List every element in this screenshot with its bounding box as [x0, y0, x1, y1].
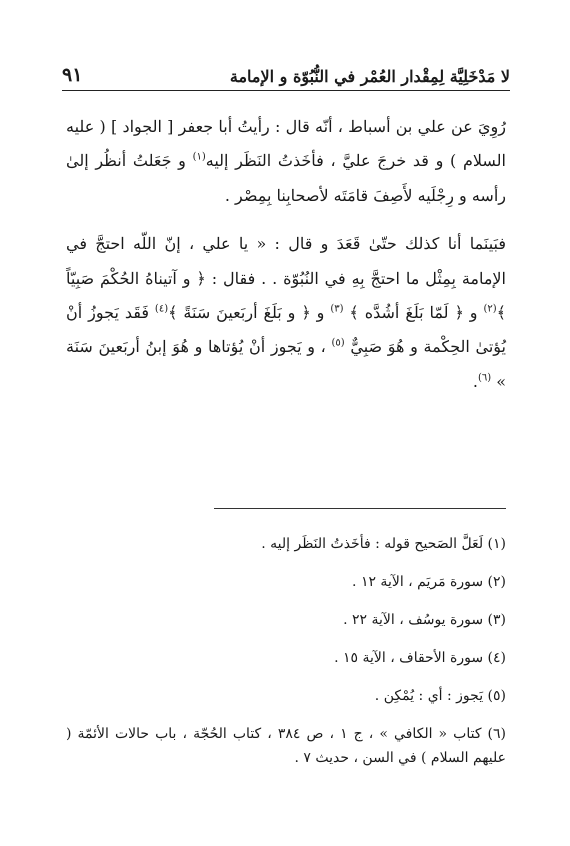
footnote-marker: (٣) — [330, 303, 344, 315]
footnote-separator — [214, 508, 506, 509]
footnotes — [66, 532, 506, 784]
paragraph-text: ، و يَجوز أنْ يُؤتاها و هُوَ إبنُ أربَعينَ سَنَة » — [66, 337, 506, 391]
footnote: (٤) سورة الأحقاف ، الآية ١٥ . — [334, 650, 506, 666]
page-number: ٩١ — [62, 64, 83, 86]
footnote: (٢) سورة مَريَم ، الآية ١٢ . — [352, 574, 506, 590]
running-title: لا مَدْخَلِيَّة لِمِقْدار العُمْر في النُّبُوّة و الإمامة — [229, 67, 510, 86]
paragraph — [66, 110, 506, 213]
footnote-marker: (٤) — [154, 303, 169, 315]
running-head — [62, 60, 510, 86]
paragraph-text: فبَينَما أنا كذلك حتّىٰ قَعَدَ و قال : « يا علي ، إنّ اللّه احتجَّ في الإمامة بِمِثْل ما احتجَّ بِهِ في النُبُوّة . . فقال : ﴿ و آتيناهُ الحُكْمَ صَبِيّاً ﴾ — [66, 234, 506, 323]
paragraph-text: و جَعَلتُ أنظُر إلىٰ رأسه و رِجْلَيه لأَصِفَ قامَتَه لأصحابِنا بِمِصْر . — [66, 151, 506, 205]
footnote-marker: (١) — [192, 152, 206, 164]
paragraph-text: رُوِيَ عن علي بن أسباط ، أنّه قال : رأيتُ أبا جعفر [ الجواد ] ( عليه السلام ) و قد خرجَ عليَّ ، فأخَذتُ النَظَر إليه — [66, 117, 506, 171]
footnote-marker: (٥) — [331, 338, 345, 350]
paragraph-text: و ﴿ و بَلَغَ أربَعينَ سَنَةً ﴾ — [168, 303, 331, 323]
header-rule — [62, 90, 510, 91]
footnote: (١) لَعَلَّ الصَحيح قوله : فأخَذتُ النَظَر إليه . — [261, 536, 506, 552]
paragraph-text: و ﴿ لَمّا بَلَغَ أشُدَّه ﴾ — [343, 303, 484, 323]
footnote: (٣) سورة يوسُف ، الآية ٢٢ . — [343, 612, 506, 628]
footnote: (٦) كتاب « الكافي » ، ج ١ ، ص ٣٨٤ ، كتاب الحُجّة ، باب حالات الأئمّة ( عليهم السلام ) في السن ، حديث ٧ . — [66, 726, 507, 766]
paragraph-text: فَقَد يَجوزُ أنْ يُؤتىٰ الحِكْمة و هُوَ صَبِيٌّ — [66, 303, 507, 357]
paragraph — [66, 227, 506, 399]
paragraph-text: . — [472, 371, 478, 391]
footnote-marker: (٢) — [483, 303, 497, 315]
footnote-marker: (٦) — [477, 372, 492, 384]
footnote: (٥) يَجوز : أي : يُمْكِن . — [374, 688, 506, 704]
main-text — [66, 110, 506, 399]
